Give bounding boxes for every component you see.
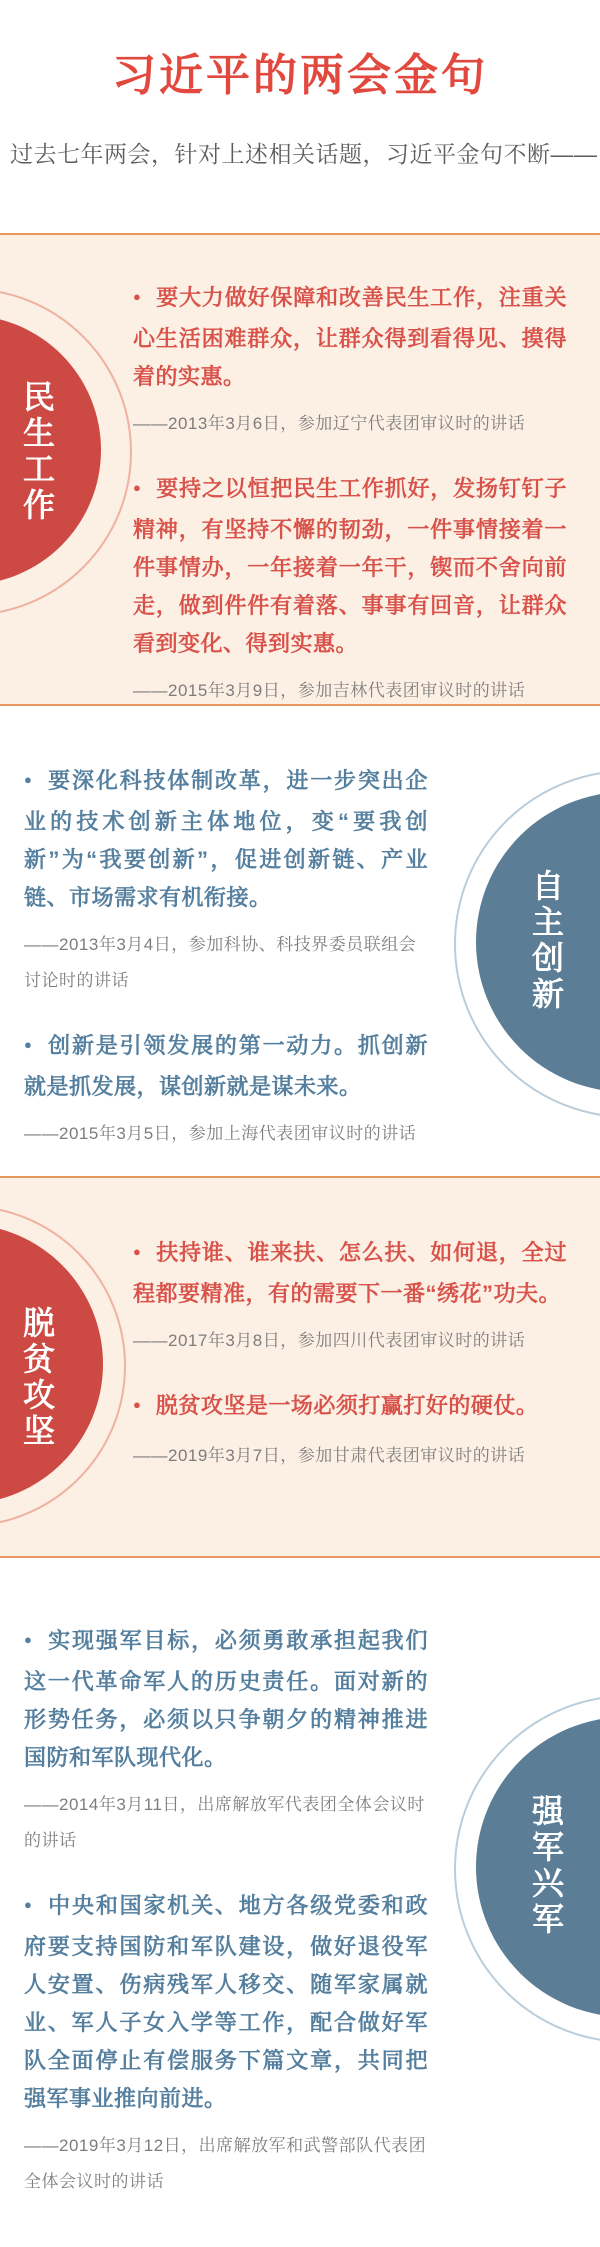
quote-body: 创新是引领发展的第一动力。抓创新就是抓发展，谋创新就是谋未来。 xyxy=(24,1033,428,1099)
quote-body: 要持之以恒把民生工作抓好，发扬钉钉子精神，有坚持不懈的韧劲，一件事情接着一件事情办，一年接着一年干，锲而不舍向前走，做到件件有着落、事事有回音，让群众看到变化、得到实惠。 xyxy=(133,476,567,656)
bullet-icon: ● xyxy=(133,1397,141,1412)
quote-body: 脱贫攻坚是一场必须打赢打好的硬仗。 xyxy=(155,1393,539,1418)
bullet-icon: ● xyxy=(24,1897,32,1912)
header xyxy=(0,0,600,233)
quote-source: ——2019年3月12日，出席解放军和武警部队代表团全体会议时的讲话 xyxy=(24,2136,427,2191)
quote-text xyxy=(133,1387,567,1428)
quote-body: 扶持谁、谁来扶、怎么扶、如何退，全过程都要精准，有的需要下一番“绣花”功夫。 xyxy=(133,1240,567,1306)
quote-source: ——2013年3月6日，参加辽宁代表团审议时的讲话 xyxy=(133,414,526,433)
quote-source: ——2013年3月4日，参加科协、科技界委员联组会讨论时的讲话 xyxy=(24,935,417,990)
topic-label: 民生工作 xyxy=(19,380,55,524)
section-tuopin-gongjian xyxy=(0,1176,600,1556)
quote-source: ——2015年3月5日，参加上海代表团审议时的讲话 xyxy=(24,1124,417,1143)
quote-text xyxy=(133,279,567,396)
topic-label: 脱贫攻坚 xyxy=(19,1306,55,1450)
section-zizhu-chuangxin xyxy=(0,704,600,1176)
topic-label: 强军兴军 xyxy=(528,1794,564,1938)
quote-source: ——2015年3月9日，参加吉林代表团审议时的讲话 xyxy=(133,681,526,700)
quote-body: 实现强军目标，必须勇敢承担起我们这一代革命军人的历史责任。面对新的形势任务，必须以只争朝夕的精神推进国防和军队现代化。 xyxy=(24,1628,428,1770)
quote-body: 要深化科技体制改革，进一步突出企业的技术创新主体地位，变“要我创新”为“我要创新”，促进创新链、产业链、市场需求有机衔接。 xyxy=(24,768,428,910)
bullet-icon: ● xyxy=(133,289,141,304)
quote-text xyxy=(133,1234,567,1313)
quote-text xyxy=(24,1887,428,2118)
quote-text xyxy=(133,470,567,663)
quote-source: ——2017年3月8日，参加四川代表团审议时的讲话 xyxy=(133,1331,526,1350)
bullet-icon: ● xyxy=(24,1632,32,1647)
bullet-icon: ● xyxy=(24,1037,32,1052)
quote-body: 中央和国家机关、地方各级党委和政府要支持国防和军队建设，做好退役军人安置、伤病残军人移交、随军家属就业、军人子女入学等工作，配合做好军队全面停止有偿服务下篇文章，共同把强军事业推向前进。 xyxy=(24,1893,428,2111)
page-subtitle: 过去七年两会，针对上述相关话题，习近平金句不断—— xyxy=(10,141,598,167)
quote-source: ——2019年3月7日，参加甘肃代表团审议时的讲话 xyxy=(133,1446,526,1465)
bullet-icon: ● xyxy=(24,772,32,787)
topic-label: 自主创新 xyxy=(528,869,564,1013)
bullet-icon: ● xyxy=(133,480,141,495)
quote-text xyxy=(24,762,428,917)
quote-text xyxy=(24,1622,428,1777)
section-minsheng-gongzuo xyxy=(0,233,600,704)
section-qiangjun-xingjun xyxy=(0,1556,600,2247)
quote-text xyxy=(24,1027,428,1106)
bullet-icon: ● xyxy=(133,1244,141,1259)
page-title: 习近平的两会金句 xyxy=(112,51,488,100)
quote-source: ——2014年3月11日，出席解放军代表团全体会议时的讲话 xyxy=(24,1795,425,1850)
quote-body: 要大力做好保障和改善民生工作，注重关心生活困难群众，让群众得到看得见、摸得着的实惠。 xyxy=(133,285,567,389)
